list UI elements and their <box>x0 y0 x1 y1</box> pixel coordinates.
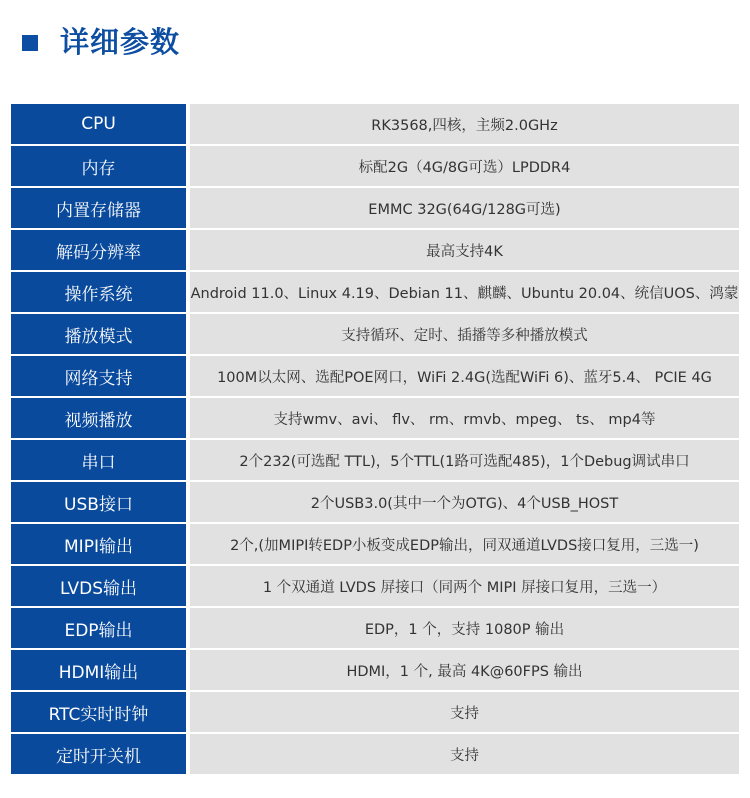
spec-row <box>11 356 739 398</box>
spec-row <box>11 650 739 692</box>
spec-value: 2个232(可选配 TTL)，5个TTL(1路可选配485)，1个Debug调试串口 <box>190 440 739 482</box>
spec-label: HDMI输出 <box>11 650 186 692</box>
spec-row <box>11 272 739 314</box>
spec-value: 支持wmv、avi、 flv、 rm、rmvb、mpeg、 ts、 mp4等 <box>190 398 739 440</box>
spec-label: 解码分辨率 <box>11 230 186 272</box>
spec-row <box>11 482 739 524</box>
spec-label: EDP输出 <box>11 608 186 650</box>
spec-row <box>11 734 739 776</box>
spec-row <box>11 692 739 734</box>
spec-row <box>11 398 739 440</box>
spec-value: EMMC 32G(64G/128G可选) <box>190 188 739 230</box>
spec-value: HDMI，1 个, 最高 4K@60FPS 输出 <box>190 650 739 692</box>
spec-value: 支持 <box>190 692 739 734</box>
spec-value: 标配2G（4G/8G可选）LPDDR4 <box>190 146 739 188</box>
spec-value: 100M以太网、选配POE网口，WiFi 2.4G(选配WiFi 6)、蓝牙5.4、 PCIE 4G <box>190 356 739 398</box>
spec-value: 2个USB3.0(其中一个为OTG)、4个USB_HOST <box>190 482 739 524</box>
spec-label: 定时开关机 <box>11 734 186 776</box>
spec-label: CPU <box>11 104 186 146</box>
spec-label: 操作系统 <box>11 272 186 314</box>
spec-value: 最高支持4K <box>190 230 739 272</box>
spec-value: 2个,(加MIPI转EDP小板变成EDP输出，同双通道LVDS接口复用，三选一) <box>190 524 739 566</box>
spec-row <box>11 230 739 272</box>
spec-row <box>11 524 739 566</box>
spec-row <box>11 566 739 608</box>
header-square-icon <box>22 35 38 51</box>
section-header <box>22 20 180 60</box>
spec-table <box>11 104 739 776</box>
spec-row <box>11 314 739 356</box>
spec-label: 内置存储器 <box>11 188 186 230</box>
section-title: 详细参数 <box>60 24 181 59</box>
spec-label: 播放模式 <box>11 314 186 356</box>
spec-label: LVDS输出 <box>11 566 186 608</box>
spec-label: 串口 <box>11 440 186 482</box>
spec-label: 内存 <box>11 146 186 188</box>
spec-row <box>11 104 739 146</box>
spec-value: EDP，1 个，支持 1080P 输出 <box>190 608 739 650</box>
spec-row <box>11 440 739 482</box>
spec-value: Android 11.0、Linux 4.19、Debian 11、麒麟、Ubuntu 20.04、统信UOS、鸿蒙 <box>190 272 739 314</box>
spec-value: 1 个双通道 LVDS 屏接口（同两个 MIPI 屏接口复用，三选一） <box>190 566 739 608</box>
spec-row <box>11 188 739 230</box>
spec-value: 支持 <box>190 734 739 776</box>
spec-label: MIPI输出 <box>11 524 186 566</box>
spec-value: RK3568,四核，主频2.0GHz <box>190 104 739 146</box>
spec-label: RTC实时时钟 <box>11 692 186 734</box>
spec-label: 视频播放 <box>11 398 186 440</box>
spec-row <box>11 608 739 650</box>
spec-value: 支持循环、定时、插播等多种播放模式 <box>190 314 739 356</box>
spec-row <box>11 146 739 188</box>
spec-label: 网络支持 <box>11 356 186 398</box>
spec-label: USB接口 <box>11 482 186 524</box>
